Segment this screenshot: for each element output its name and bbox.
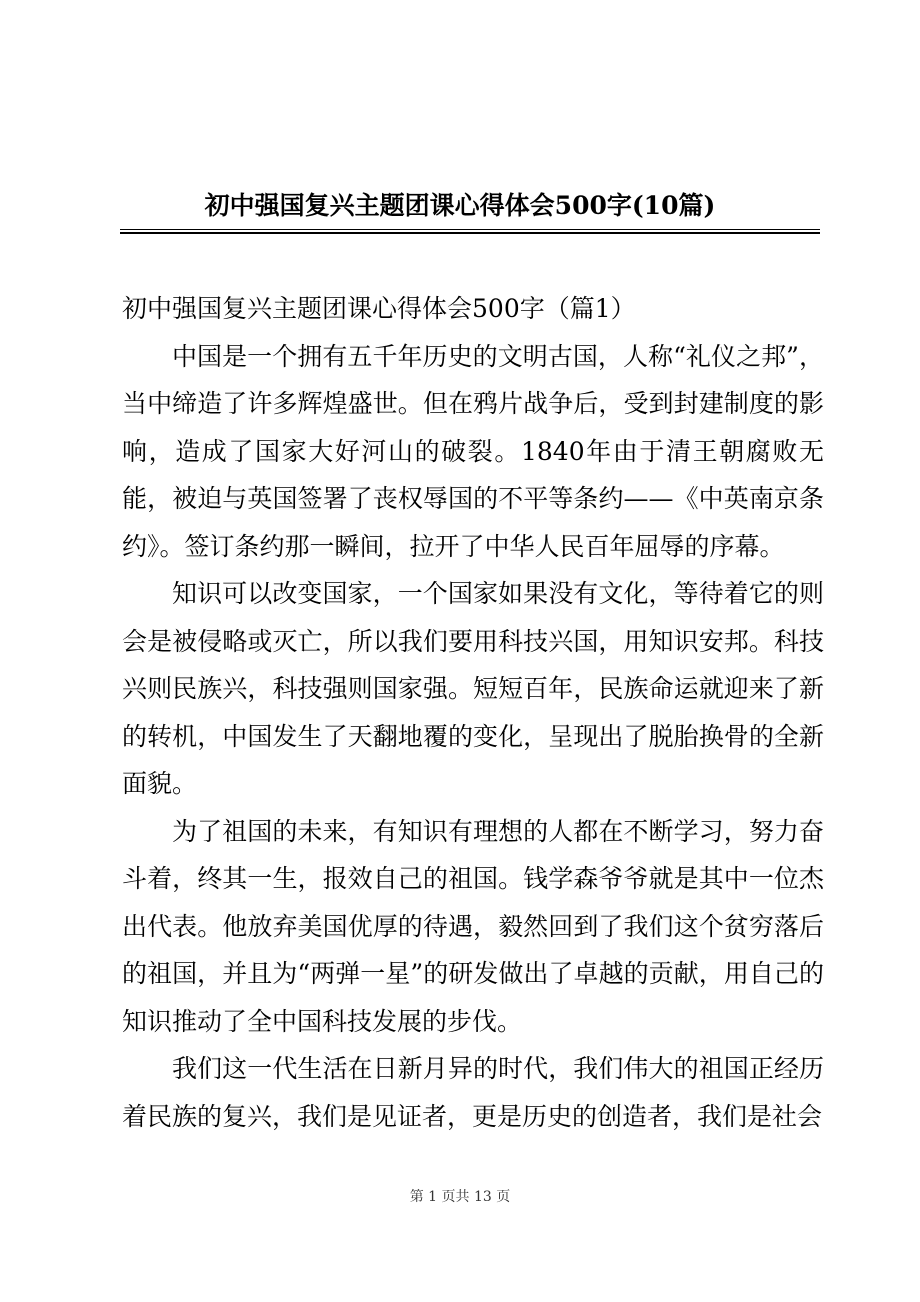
- section-heading: 初中强国复兴主题团课心得体会500字（篇1）: [122, 294, 636, 323]
- document-title: 初中强国复兴主题团课心得体会500字(10篇): [204, 191, 716, 220]
- paragraph-2: 知识可以改变国家，一个国家如果没有文化，等待着它的则会是被侵略或灭亡，所以我们要用科技兴国，用知识安邦。科技兴则民族兴，科技强则国家强。短短百年，民族命运就迎来了新的转机，中国发生了天翻地覆的变化，呈现出了脱胎换骨的全新面貌。: [122, 579, 824, 798]
- page-footer: 第 1 页共 13 页: [409, 1189, 511, 1205]
- paragraph-1: 中国是一个拥有五千年历史的文明古国，人称“礼仪之邦”，当中缔造了许多辉煌盛世。但在鸦片战争后，受到封建制度的影响，造成了国家大好河山的破裂。1840年由于清王朝腐败无能，被迫与英国签署了丧权辱国的不平等条约——《中英南京条约》。签订条约那一瞬间，拉开了中华人民百年屈辱的序幕。: [122, 341, 824, 561]
- paragraph-3: 为了祖国的未来，有知识有理想的人都在不断学习，努力奋斗着，终其一生，报效自己的祖国。钱学森爷爷就是其中一位杰出代表。他放弃美国优厚的待遇，毅然回到了我们这个贫穷落后的祖国，并且为“两弹一星”的研发做出了卓越的贡献，用自己的知识推动了全中国科技发展的步伐。: [122, 816, 824, 1036]
- title-underline-thick: [120, 232, 820, 234]
- paragraph-4: 我们这一代生活在日新月异的时代，我们伟大的祖国正经历着民族的复兴，我们是见证者，更是历史的创造者，我们是社会: [122, 1054, 824, 1131]
- document-body: [122, 285, 824, 1140]
- title-underline-thin: [120, 229, 820, 230]
